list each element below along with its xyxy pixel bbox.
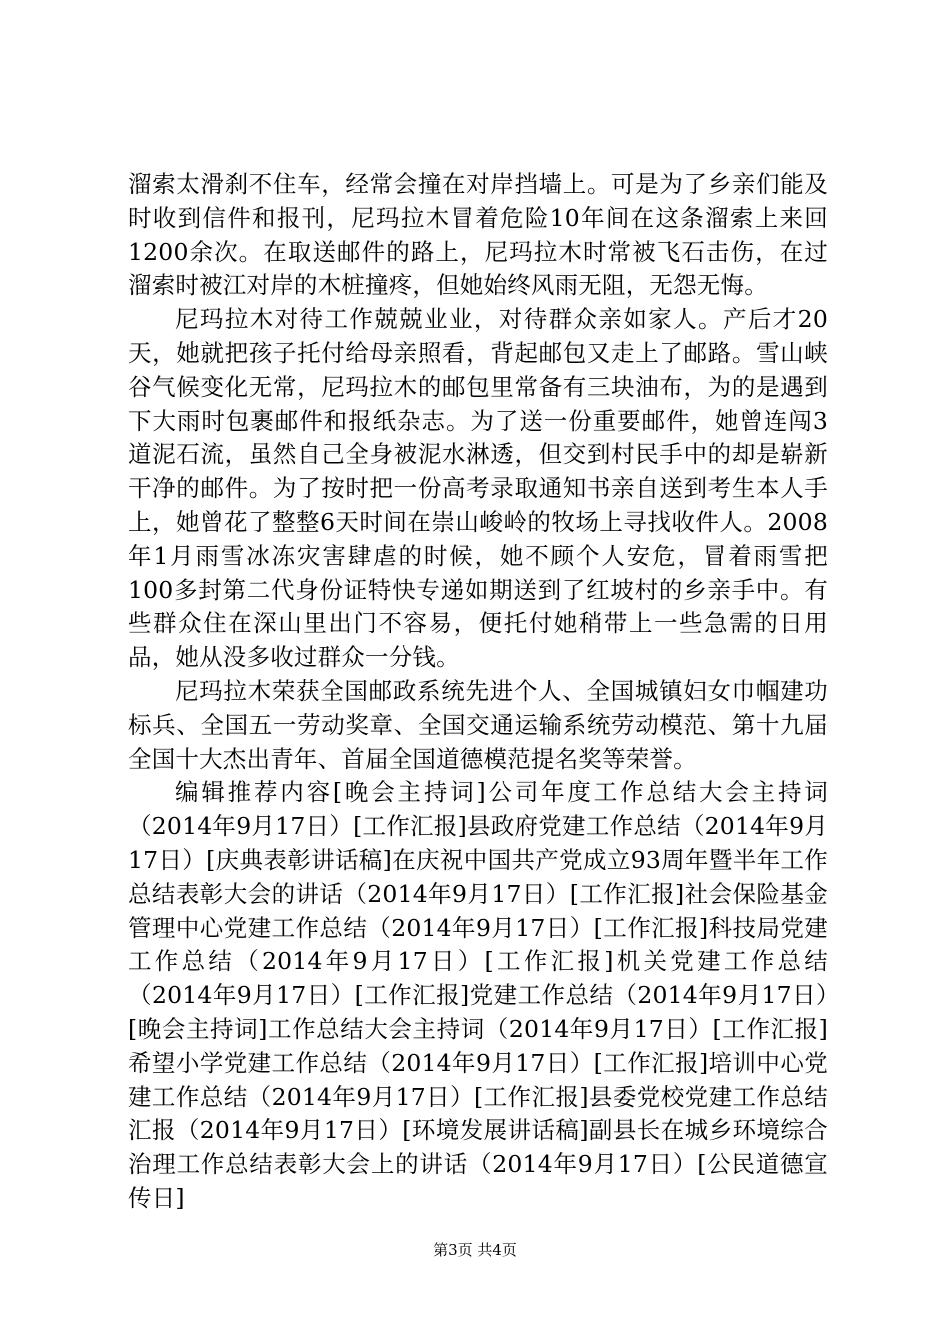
paragraph-3: 尼玛拉木荣获全国邮政系统先进个人、全国城镇妇女巾帼建功标兵、全国五一劳动奖章、全国交通运输系统劳动模范、第十九届全国十大杰出青年、首届全国道德模范提名奖等荣誉。: [128, 676, 828, 773]
document-body: [128, 168, 828, 1216]
page-number-label: 第3页 共4页: [433, 1241, 517, 1259]
paragraph-4: 编辑推荐内容[晚会主持词]公司年度工作总结大会主持词（2014年9月17日）[工作汇报]县政府党建工作总结（2014年9月17日）[庆典表彰讲话稿]在庆祝中国共产党成立93周年暨半年工作总结表彰大会的讲话（2014年9月17日）[工作汇报]社会保险基金管理中心党建工作总结（2014年9月17日）[工作汇报]科技局党建工作总结（2014年9月17日）[工作汇报]机关党建工作总结（2014年9月17日）[工作汇报]党建工作总结（2014年9月17日）[晚会主持词]工作总结大会主持词（2014年9月17日）[工作汇报]希望小学党建工作总结（2014年9月17日）[工作汇报]培训中心党建工作总结（2014年9月17日）[工作汇报]县委党校党建工作总结汇报（2014年9月17日）[环境发展讲话稿]副县长在城乡环境综合治理工作总结表彰大会上的讲话（2014年9月17日）[公民道德宣传日]: [128, 778, 828, 1212]
paragraph-2: 尼玛拉木对待工作兢兢业业，对待群众亲如家人。产后才20天，她就把孩子托付给母亲照看，背起邮包又走上了邮路。雪山峡谷气候变化无常，尼玛拉木的邮包里常备有三块油布，为的是遇到下大雨时包裹邮件和报纸杂志。为了送一份重要邮件，她曾连闯3道泥石流，虽然自己全身被泥水淋透，但交到村民手中的却是崭新干净的邮件。为了按时把一份高考录取通知书亲自送到考生本人手上，她曾花了整整6天时间在崇山峻岭的牧场上寻找收件人。2008年1月雨雪冰冻灾害肆虐的时候，她不顾个人安危，冒着雨雪把100多封第二代身份证特快专递如期送到了红坡村的乡亲手中。有些群众住在深山里出门不容易，便托付她稍带上一些急需的日用品，她从没多收过群众一分钱。: [128, 305, 828, 672]
page-footer: [0, 1240, 950, 1260]
paragraph-1: 溜索太滑刹不住车，经常会撞在对岸挡墙上。可是为了乡亲们能及时收到信件和报刊，尼玛拉木冒着危险10年间在这条溜索上来回1200余次。在取送邮件的路上，尼玛拉木时常被飞石击伤，在过溜索时被江对岸的木桩撞疼，但她始终风雨无阻，无怨无悔。: [128, 170, 828, 300]
